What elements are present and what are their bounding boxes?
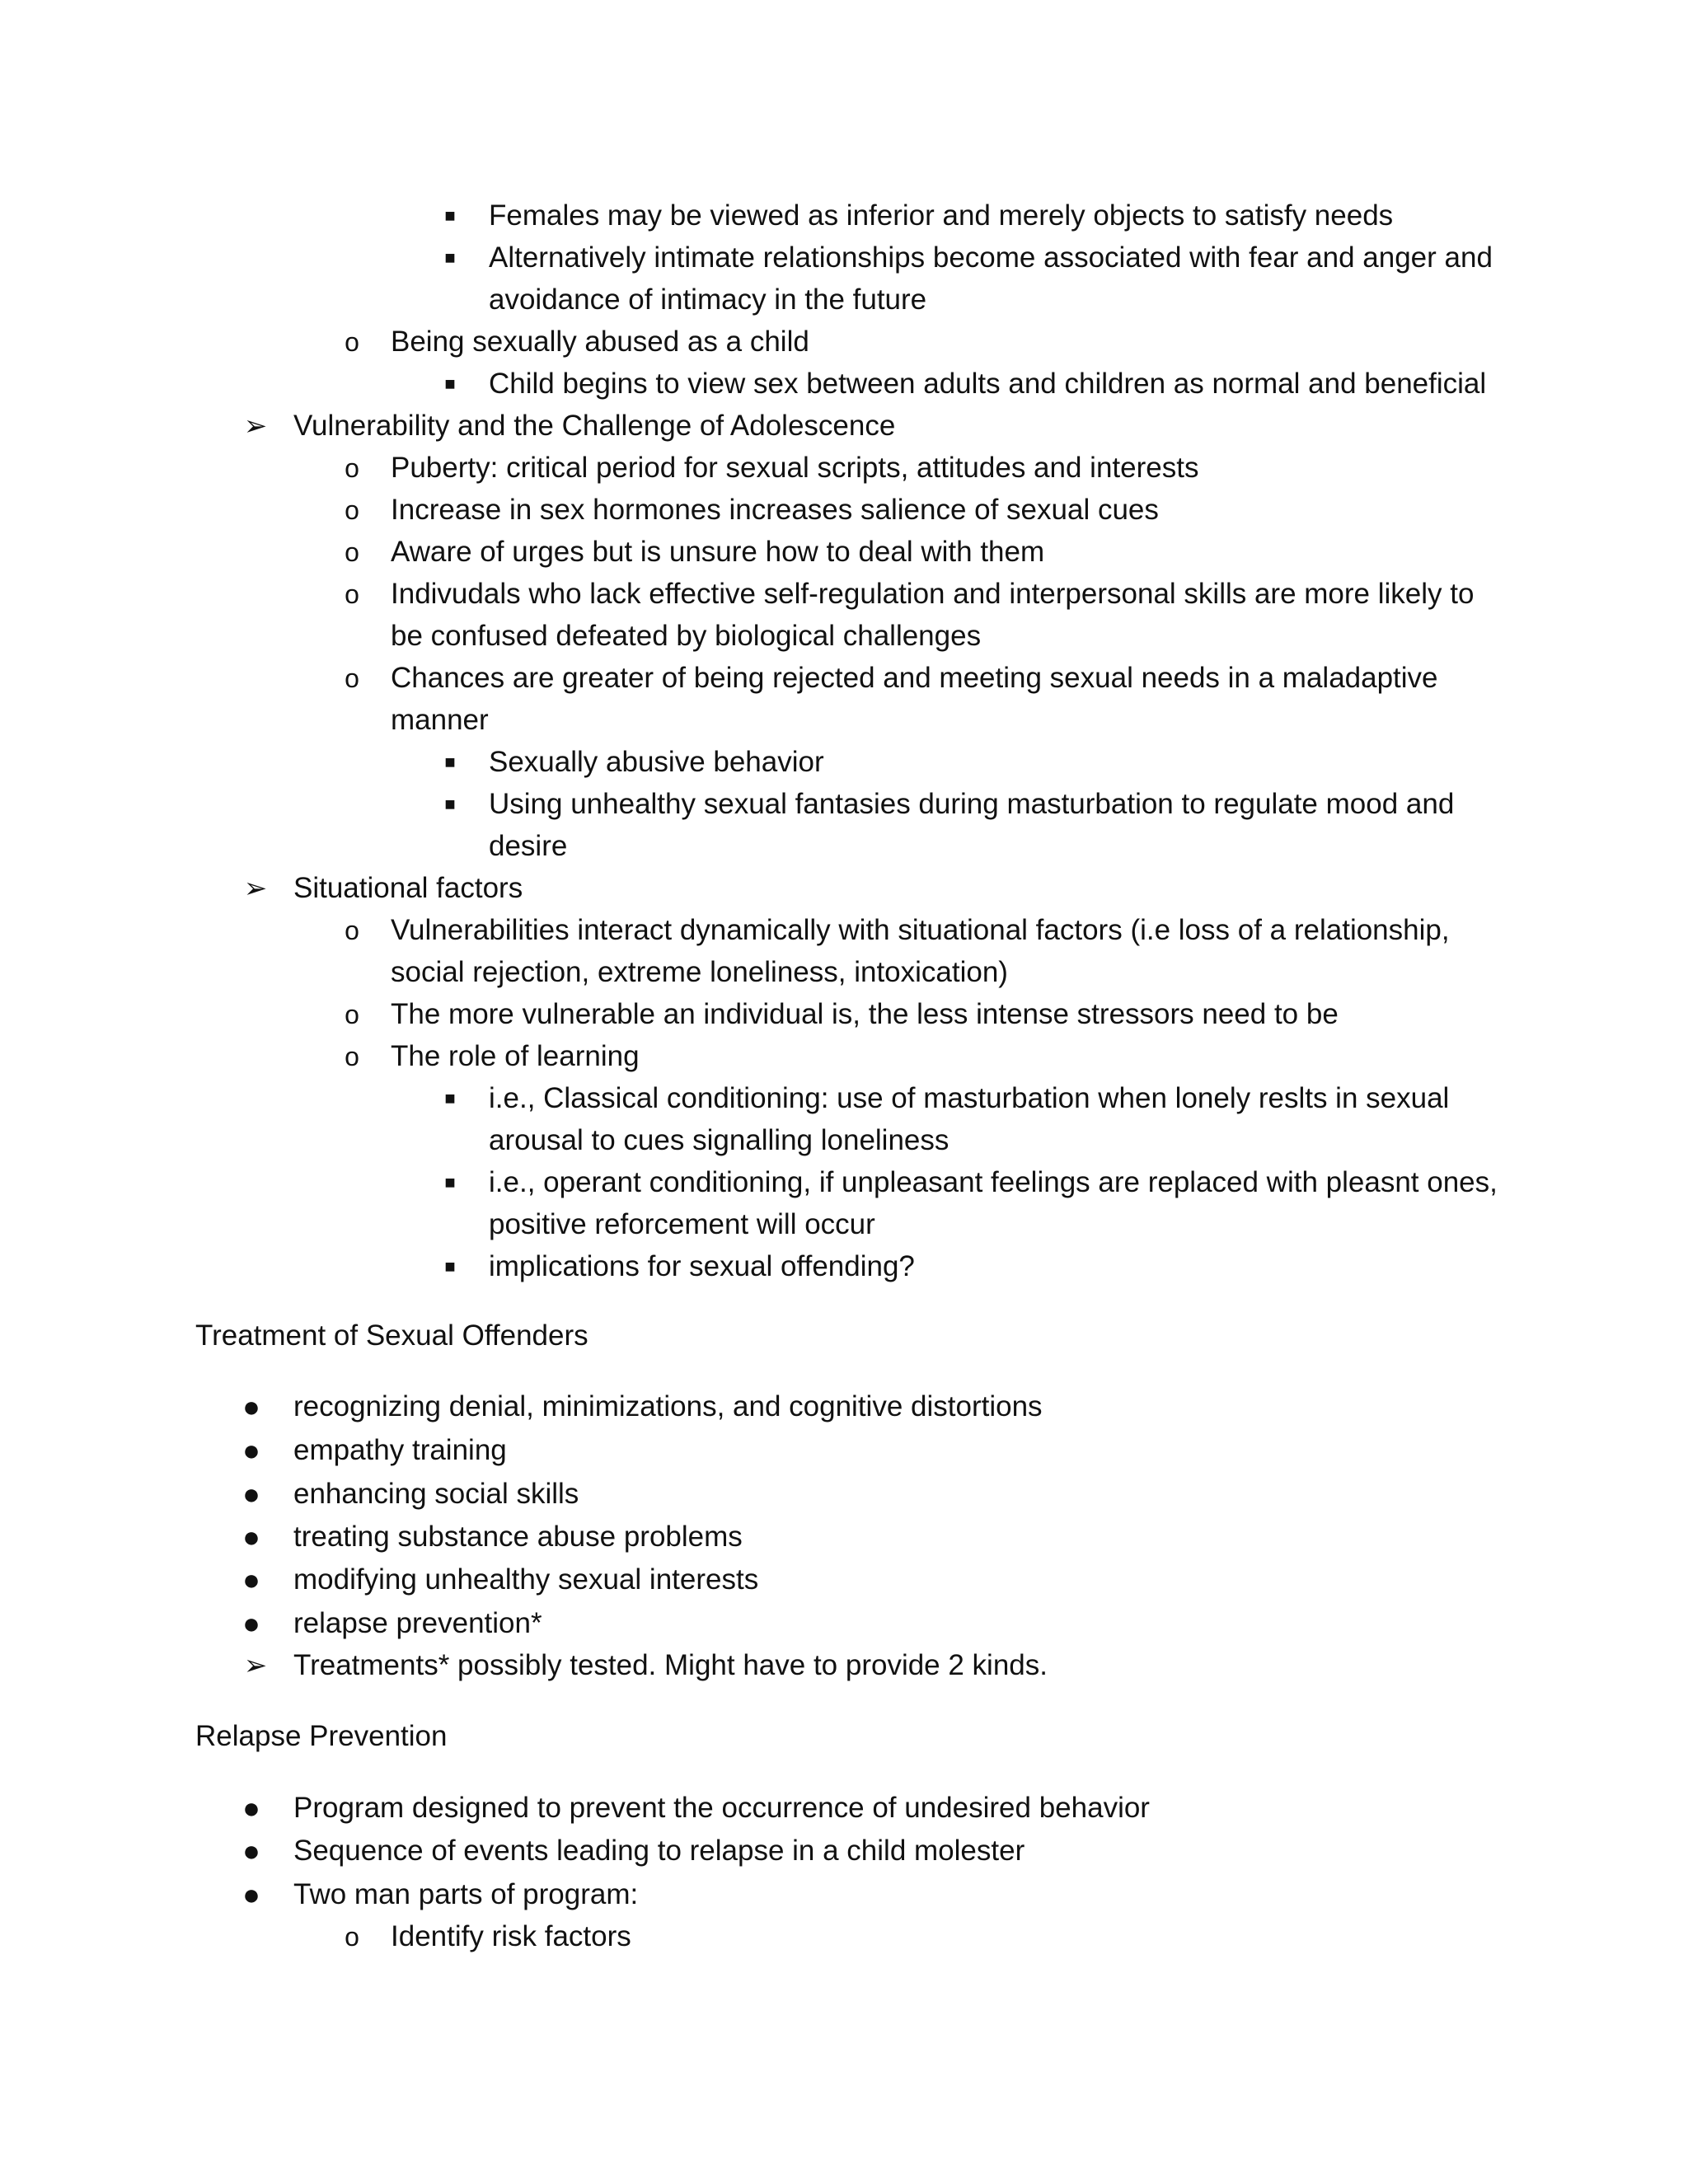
circle-bullet-icon: o [345,916,359,945]
section-heading: Situational factors [293,872,523,904]
disc-bullet-icon: ● [242,1433,260,1467]
square-bullet-icon: ■ [444,1172,456,1193]
square-bullet-icon: ■ [444,752,456,772]
disc-bullet-icon: ● [242,1390,260,1423]
list-item: modifying unhealthy sexual interests [293,1563,759,1596]
list-item-continuation: avoidance of intimacy in the future [489,284,927,316]
arrow-bullet-icon: ➢ [243,1650,268,1681]
list-item: i.e., operant conditioning, if unpleasant feelings are replaced with pleasnt ones, [489,1166,1498,1198]
list-item: enhancing social skills [293,1478,579,1510]
list-item: Sexually abusive behavior [489,746,824,778]
list-item: Two man parts of program: [293,1878,639,1910]
disc-bullet-icon: ● [242,1791,260,1825]
list-item: implications for sexual offending? [489,1250,915,1282]
list-item: Females may be viewed as inferior and merely objects to satisfy needs [489,199,1394,232]
list-item: Indivudals who lack effective self-regulation and interpersonal skills are more likely to [391,578,1475,610]
list-item: i.e., Classical conditioning: use of masturbation when lonely reslts in sexual [489,1082,1450,1114]
square-bullet-icon: ■ [444,1088,456,1108]
section-title: Relapse Prevention [195,1720,448,1752]
disc-bullet-icon: ● [242,1834,260,1868]
list-item-continuation: be confused defeated by biological challenges [391,620,982,652]
circle-bullet-icon: o [345,453,359,483]
circle-bullet-icon: o [345,537,359,567]
circle-bullet-icon: o [345,1922,359,1952]
list-item-continuation: social rejection, extreme loneliness, intoxication) [391,956,1008,988]
list-item: Vulnerabilities interact dynamically with situational factors (i.e loss of a relationship, [391,914,1450,946]
circle-bullet-icon: o [345,1000,359,1029]
list-item: recognizing denial, minimizations, and cognitive distortions [293,1390,1043,1422]
list-item-continuation: arousal to cues signalling loneliness [489,1124,950,1156]
list-item-continuation: positive reforcement will occur [489,1208,875,1240]
disc-bullet-icon: ● [242,1877,260,1911]
list-item: Alternatively intimate relationships become associated with fear and anger and [489,241,1493,274]
list-item: The more vulnerable an individual is, the less intense stressors need to be [391,998,1339,1030]
circle-bullet-icon: o [345,663,359,693]
disc-bullet-icon: ● [242,1477,260,1511]
circle-bullet-icon: o [345,495,359,525]
list-item: Being sexually abused as a child [391,326,809,358]
disc-bullet-icon: ● [242,1520,260,1554]
square-bullet-icon: ■ [444,373,456,394]
list-item: relapse prevention* [293,1607,542,1639]
square-bullet-icon: ■ [444,205,456,226]
list-item: Puberty: critical period for sexual scripts, attitudes and interests [391,452,1199,484]
list-item: Chances are greater of being rejected and meeting sexual needs in a maladaptive [391,662,1438,694]
list-item: Identify risk factors [391,1920,631,1952]
list-item-continuation: manner [391,704,489,736]
list-item: Program designed to prevent the occurrence of undesired behavior [293,1792,1150,1824]
section-heading: Vulnerability and the Challenge of Adolescence [293,410,896,442]
circle-bullet-icon: o [345,1042,359,1071]
list-item: Using unhealthy sexual fantasies during masturbation to regulate mood and [489,788,1455,820]
list-item: Increase in sex hormones increases salience of sexual cues [391,494,1159,526]
circle-bullet-icon: o [345,579,359,609]
list-item: Sequence of events leading to relapse in a child molester [293,1835,1025,1867]
list-item: Treatments* possibly tested. Might have to provide 2 kinds. [293,1649,1048,1681]
disc-bullet-icon: ● [242,1606,260,1640]
list-item: empathy training [293,1434,507,1466]
arrow-bullet-icon: ➢ [243,873,268,904]
arrow-bullet-icon: ➢ [243,410,268,442]
list-item: Child begins to view sex between adults and children as normal and beneficial [489,368,1487,400]
list-item: The role of learning [391,1040,640,1072]
square-bullet-icon: ■ [444,794,456,814]
list-item: treating substance abuse problems [293,1521,743,1553]
list-item-continuation: desire [489,830,568,862]
list-item: Aware of urges but is unsure how to deal with them [391,536,1045,568]
circle-bullet-icon: o [345,327,359,357]
square-bullet-icon: ■ [444,247,456,268]
square-bullet-icon: ■ [444,1256,456,1277]
disc-bullet-icon: ● [242,1563,260,1596]
section-title: Treatment of Sexual Offenders [195,1319,588,1352]
